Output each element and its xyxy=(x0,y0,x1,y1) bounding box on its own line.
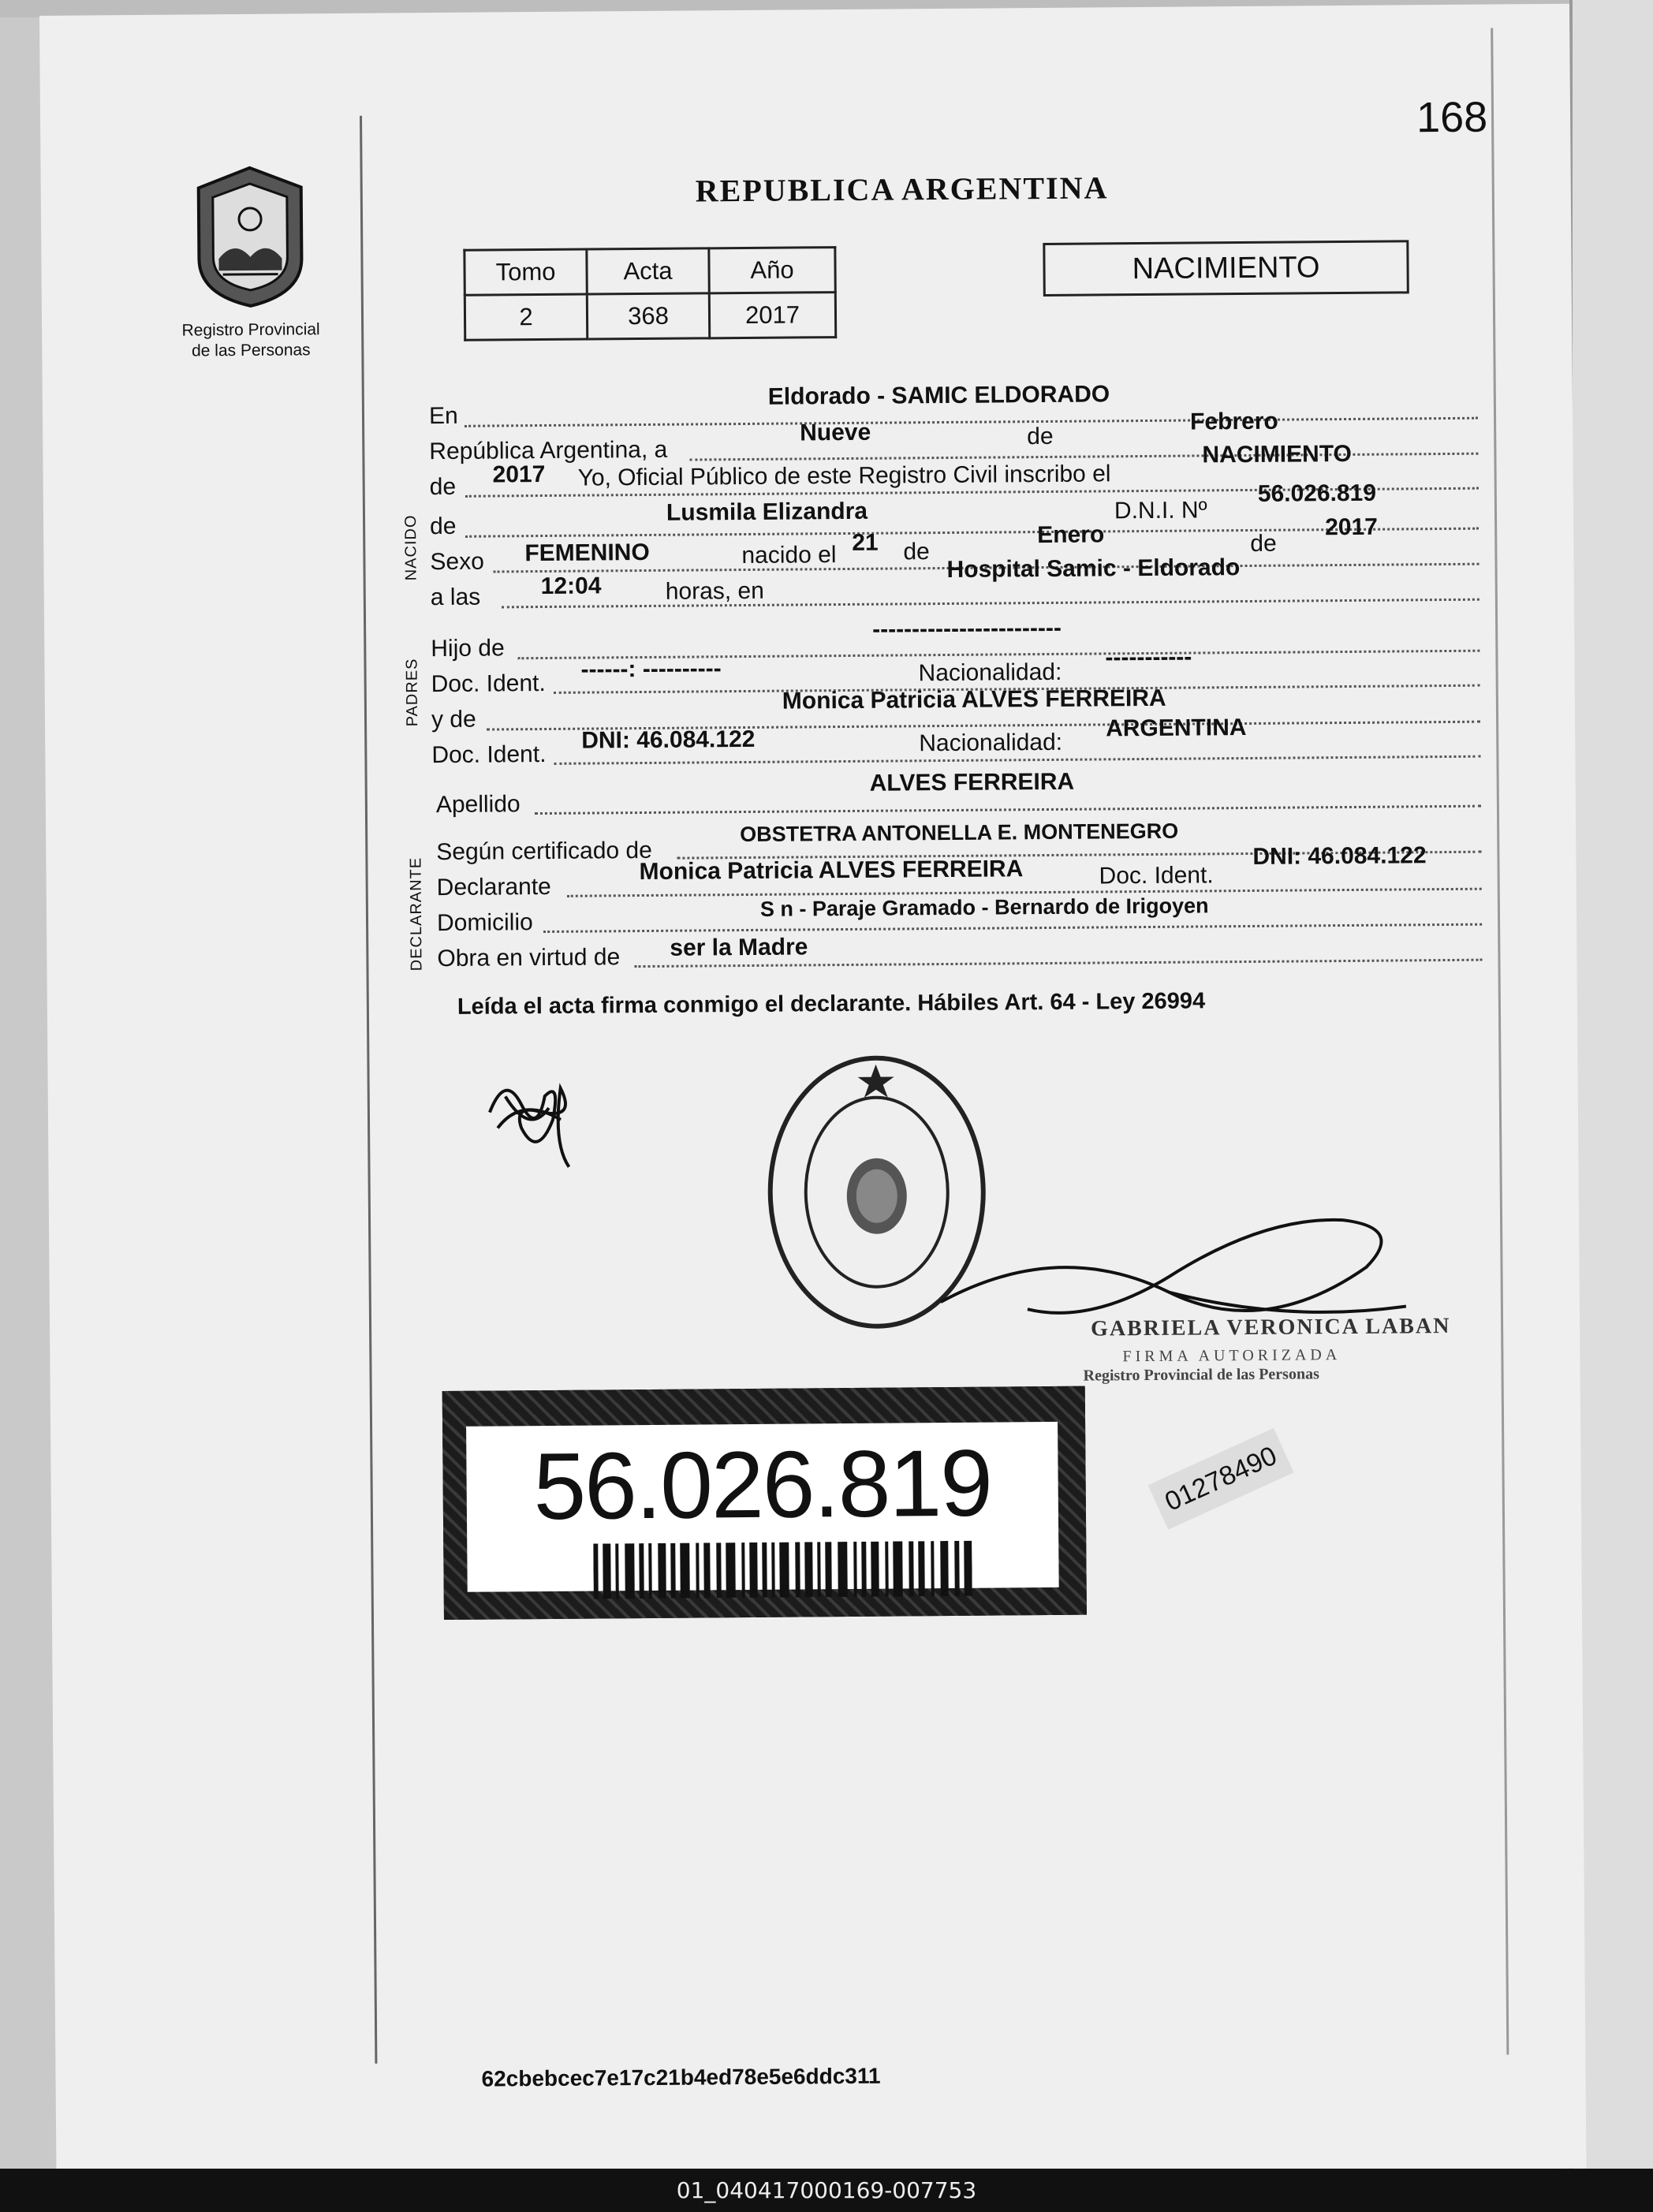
record-value-tomo: 2 xyxy=(465,294,587,340)
value-anio: 2017 xyxy=(492,461,546,488)
label-de: de xyxy=(429,473,457,501)
value-obra: ser la Madre xyxy=(670,934,808,961)
province-logo xyxy=(190,163,309,310)
dotted-line xyxy=(689,453,1478,461)
dotted-line xyxy=(543,923,1482,933)
registry-line1: Registro Provincial xyxy=(181,320,320,340)
side-label-nacido: NACIDO xyxy=(401,514,420,581)
legal-text: Leída el acta firma conmigo el declarante. Hábiles Art. 64 - Ley 26994 xyxy=(457,988,1206,1020)
barcode-number: 56.026.819 xyxy=(532,1430,992,1540)
value-mes: Febrero xyxy=(1189,408,1278,435)
value-lugar-nac: Hospital Samic - Eldorado xyxy=(946,554,1241,583)
label-a-las: a las xyxy=(430,584,481,611)
value-declarante-doc: DNI: 46.084.122 xyxy=(1252,842,1427,870)
margin-line xyxy=(360,116,377,2064)
value-sexo: FEMENINO xyxy=(524,539,650,567)
official-name: GABRIELA VERONICA LABAN xyxy=(1090,1313,1451,1341)
dotted-line xyxy=(502,599,1479,609)
label-de: de xyxy=(429,513,457,540)
right-margin-line xyxy=(1491,28,1509,2055)
label-doc-ident: Doc. Ident. xyxy=(431,670,546,698)
declarant-signature xyxy=(473,1064,600,1175)
official-org: Registro Provincial de las Personas xyxy=(1083,1365,1319,1385)
value-nac-mes: Enero xyxy=(1037,521,1105,549)
record-header-anio: Año xyxy=(709,248,835,293)
serial-sticker: 01278490 xyxy=(1148,1428,1294,1530)
document-hash: 62cbebcec7e17c21b4ed78e5e6ddc311 xyxy=(481,2063,881,2091)
side-label-padres: PADRES xyxy=(403,658,422,727)
value-dni: 56.026.819 xyxy=(1257,479,1377,507)
label-dni: D.N.I. Nº xyxy=(1114,497,1207,524)
label-horas-en: horas, en xyxy=(665,577,764,605)
value-padre: ------------------------ xyxy=(872,614,1062,643)
province-seal-icon xyxy=(190,163,309,310)
value-madre-doc: DNI: 46.084.122 xyxy=(581,726,756,754)
side-label-declarante: DECLARANTE xyxy=(407,856,426,972)
value-nac-dia: 21 xyxy=(852,529,879,556)
value-padre-doc: ------: ---------- xyxy=(580,655,722,683)
label-declarante: Declarante xyxy=(436,873,551,901)
value-domicilio: S n - Paraje Gramado - Bernardo de Irigoyen xyxy=(759,893,1209,921)
value-inscribe: NACIMIENTO xyxy=(1202,440,1352,468)
registry-line2: de las Personas xyxy=(191,341,311,360)
official-title: FIRMA AUTORIZADA xyxy=(1122,1346,1341,1366)
label-segun: Según certificado de xyxy=(436,837,652,866)
barcode-icon xyxy=(593,1541,972,1599)
page-number: 168 xyxy=(1416,93,1488,142)
label-nacionalidad: Nacionalidad: xyxy=(918,658,1062,687)
value-nac-anio: 2017 xyxy=(1325,513,1379,541)
page-title: REPUBLICA ARGENTINA xyxy=(695,170,1109,209)
record-header-row xyxy=(465,248,835,296)
record-value-row xyxy=(465,293,835,341)
value-nombre: Lusmila Elizandra xyxy=(666,498,868,526)
value-dia: Nueve xyxy=(800,419,871,446)
record-type-box: NACIMIENTO xyxy=(1043,240,1409,297)
certificate-page xyxy=(39,4,1586,2180)
dotted-line xyxy=(535,805,1481,815)
label-doc-ident: Doc. Ident. xyxy=(431,740,547,769)
record-value-acta: 368 xyxy=(587,293,709,339)
label-sexo: Sexo xyxy=(430,548,484,576)
value-hora: 12:04 xyxy=(540,573,602,600)
label-y-de: y de xyxy=(431,706,476,733)
value-madre-nac: ARGENTINA xyxy=(1106,714,1247,742)
label-republica: República Argentina, a xyxy=(429,436,668,465)
label-nacionalidad: Nacionalidad: xyxy=(919,729,1063,757)
label-en: En xyxy=(428,402,458,430)
label-domicilio: Domicilio xyxy=(436,909,533,937)
label-de: de xyxy=(1027,423,1054,450)
record-header-acta: Acta xyxy=(587,248,709,294)
value-apellido: ALVES FERREIRA xyxy=(869,768,1075,796)
scan-footer-id: 01_040417000169-007753 xyxy=(0,2169,1653,2212)
value-lugar: Eldorado - SAMIC ELDORADO xyxy=(767,381,1110,410)
signature-scribble-icon xyxy=(473,1064,600,1175)
barcode-panel xyxy=(466,1422,1059,1592)
value-certificado: OBSTETRA ANTONELLA E. MONTENEGRO xyxy=(740,819,1179,847)
value-padre-nac: ----------- xyxy=(1105,643,1192,671)
label-obra: Obra en virtud de xyxy=(437,944,621,972)
record-table xyxy=(463,246,837,341)
label-doc-ident: Doc. Ident. xyxy=(1099,862,1214,890)
registry-name xyxy=(160,319,341,362)
label-de: de xyxy=(1250,530,1277,557)
label-yo: Yo, Oficial Público de este Registro Civil inscribo el xyxy=(577,461,1111,491)
dotted-line xyxy=(465,417,1478,427)
label-apellido: Apellido xyxy=(435,791,521,819)
value-declarante: Monica Patricia ALVES FERREIRA xyxy=(639,856,1024,886)
record-value-anio: 2017 xyxy=(709,293,835,338)
value-madre: Monica Patricia ALVES FERREIRA xyxy=(782,684,1166,714)
barcode-label xyxy=(442,1386,1087,1620)
label-nacido-el: nacido el xyxy=(741,542,837,569)
label-hijo-de: Hijo de xyxy=(431,635,505,662)
label-de: de xyxy=(903,539,930,565)
record-header-tomo: Tomo xyxy=(465,249,587,295)
